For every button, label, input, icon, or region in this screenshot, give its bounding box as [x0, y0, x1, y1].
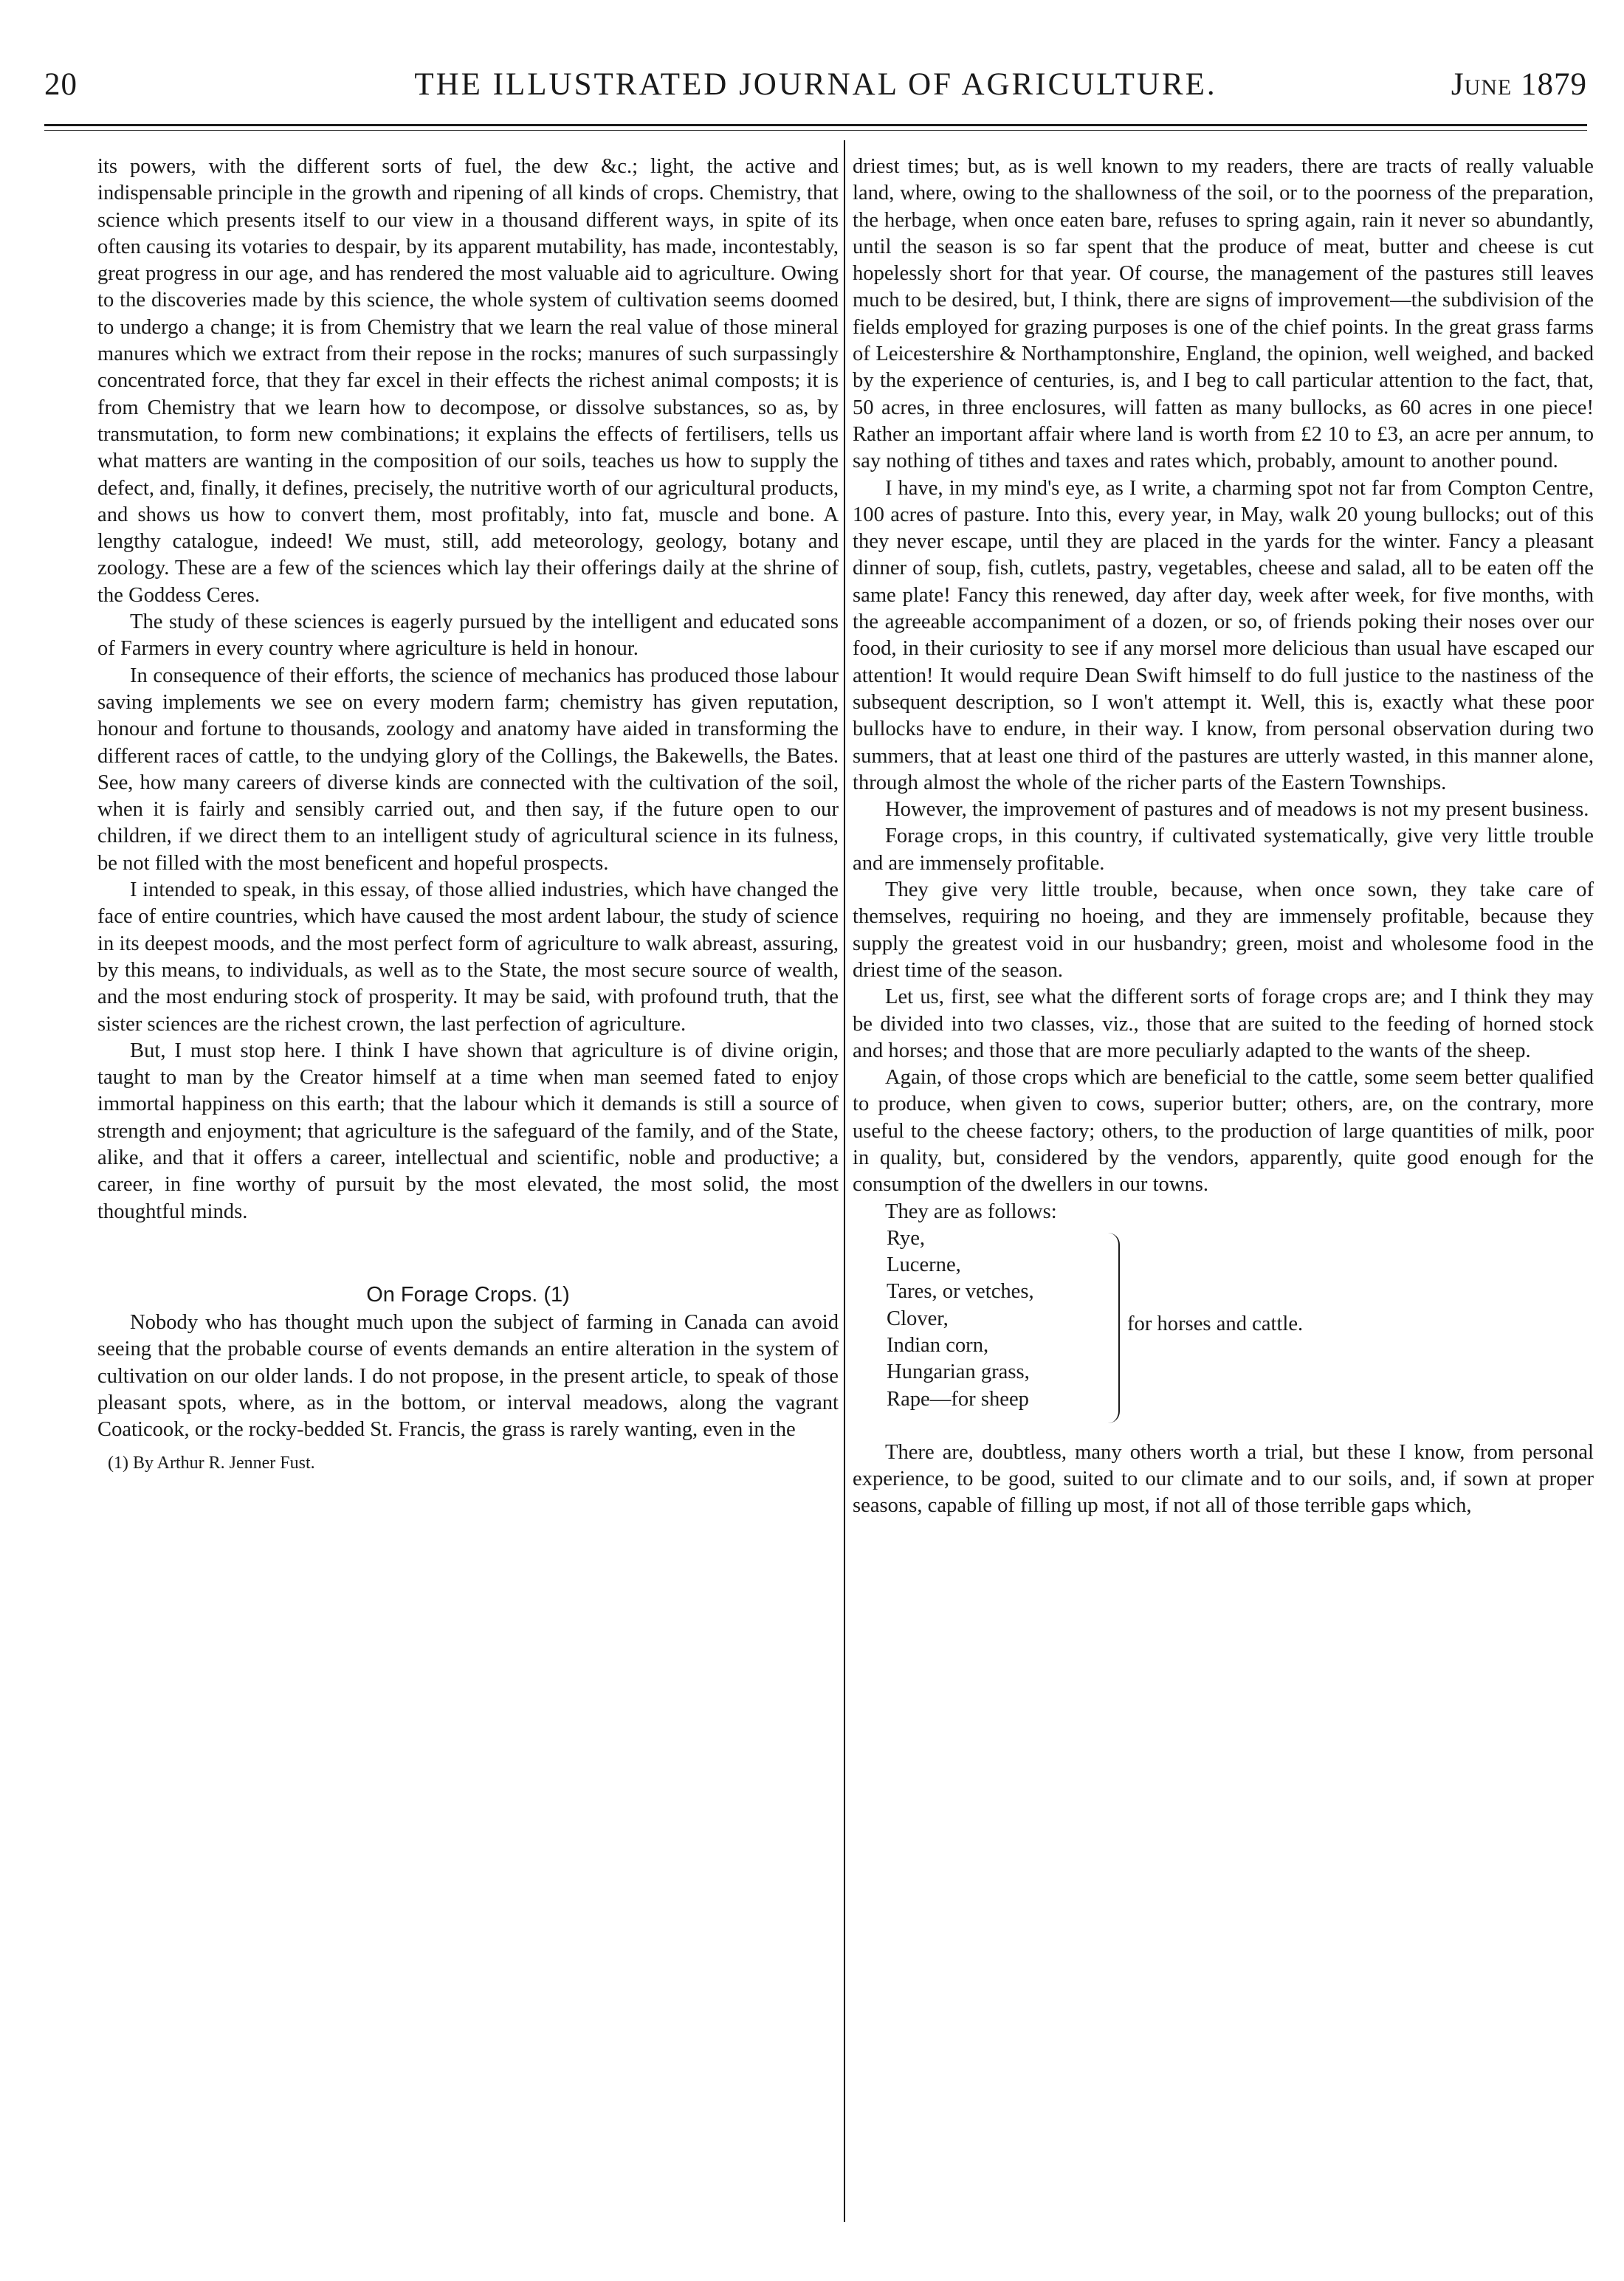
brace-label: for horses and cattle.	[1127, 1312, 1304, 1335]
paragraph: They give very little trouble, because, when once sown, they take care of themselves, requiring no hoeing, and they are immensely profitable, because they supply the greatest void in our husbandry; green, moist and wholesome food in the driest time of the season.	[853, 878, 1594, 982]
list-item: Clover,	[887, 1307, 949, 1330]
left-column	[97, 154, 839, 1476]
journal-title: THE ILLUSTRATED JOURNAL OF AGRICULTURE.	[414, 67, 1217, 102]
running-header	[44, 66, 1587, 111]
paragraph: In consequence of their efforts, the science of mechanics has produced those labour saving implements we see on every modern farm; chemistry has given reputation, honour and fortune to thousands, zoology and anatomy have aided in transforming the different races of cattle, to the undying glory of the Collings, the Bakewells, the Bates. See, how many careers of diverse kinds are connected with the cultivation of the soil, when it is fairly and sensibly carried out, and then say, if the future open to our children, if we direct them to an intelligent study of agricultural science in its fulness, be not filled with the most beneficent and hopeful prospects.	[97, 664, 839, 875]
issue-date: June 1879	[1451, 67, 1587, 102]
list-item: Lucerne,	[887, 1253, 961, 1277]
crop-list-block	[887, 1225, 1594, 1439]
list-item: Indian corn,	[887, 1334, 989, 1358]
list-item: Tares, or vetches,	[887, 1280, 1034, 1304]
paragraph: driest times; but, as is well known to my readers, there are tracts of really valuable land, where, owing to the shallowness of the soil, or to the poorness of the preparation, the herbage, when once eaten bare, refuses to spring again, rain it never so abundantly, until the season is so far spent that the produce of meat, butter and cheese is cut hopelessly short for that year. Of course, the management of the pastures still leaves much to be desired, but, I think, there are signs of improvement—the subdivision of the fields employed for grazing purposes is one of the chief points. In the great grass farms of Leicestershire & Northamptonshire, England, the opinion, well weighed, and backed by the experience of centuries, is, and I beg to call particular attention to the fact, that, 50 acres, in three enclosures, will fatten as many bullocks, as 60 acres in one piece! Rather an important affair where land is worth from £2 10 to £3, an acre per annum, to say nothing of tithes and taxes and rates which, probably, amount to another pound.	[853, 155, 1594, 473]
paragraph: They are as follows:	[885, 1200, 1057, 1223]
paragraph: Forage crops, in this country, if cultivated systematically, give very little trouble and are immensely profitable.	[853, 825, 1594, 875]
section-heading: On Forage Crops. (1)	[366, 1282, 570, 1307]
paragraph: Let us, first, see what the different sorts of forage crops are; and I think they may be divided into two classes, viz., those that are suited to the feeding of horned stock and horses; and those that are more peculiarly adapted to the wants of the sheep.	[853, 985, 1594, 1062]
paragraph: I intended to speak, in this essay, of those allied industries, which have changed the face of entire countries, which have caused the most ardent labour, the study of science in its deepest moods, and the most perfect form of agriculture to walk abreast, assuring, by this means, to individuals, as well as to the State, the most secure source of wealth, and the most enduring stock of prosperity. It may be said, with profound truth, that the sister sciences are the richest crown, the last perfection of agriculture.	[97, 878, 839, 1036]
paragraph: There are, doubtless, many others worth a trial, but these I know, from personal experience, to be good, suited to our climate and to our soils, and, if sown at proper seasons, capable of filling up most, if not all of those terrible gaps which,	[853, 1440, 1594, 1518]
paragraph: its powers, with the different sorts of fuel, the dew &c.; light, the active and indispensable principle in the growth and ripening of all kinds of crops. Chemistry, that science which presents itself to our view in a thousand different ways, in spite of its often causing its votaries to despair, by its apparent mutability, has made, incontestably, great progress in our age, and has rendered the most valuable aid to agriculture. Owing to the discoveries made by this science, the whole system of cultivation seems doomed to undergo a change; it is from Chemistry that we learn the real value of those mineral manures which we extract from their repose in the rocks; manures of such surpassingly concentrated force, that they far excel in their effects the richest animal composts; it is from Chemistry that we learn how to decompose, or dissolve substances, so as, by transmutation, to form new combinations; it explains the effects of fertilisers, tells us what matters are wanting in the composition of our soils, teaches us how to supply the defect, and, finally, it defines, precisely, the nutritive worth of our agricultural products, and shows us how to convert them, most profitably, into fat, muscle and bone. A lengthy catalogue, indeed! We must, still, add meteorology, geology, botany and zoology. These are a few of the sciences which lay their offerings daily at the shrine of the Goddess Ceres.	[97, 155, 839, 607]
crop-list	[887, 1225, 1108, 1413]
paragraph: Nobody who has thought much upon the subject of farming in Canada can avoid seeing that the probable course of events demands an entire alteration in the system of cultivation on our older lands. I do not propose, in the present article, to speak of those pleasant spots, where, as in the bottom, or interval meadows, along the vagrant Coaticook, or the rocky-bedded St. Francis, the grass is rarely wanting, even in the	[97, 1311, 839, 1442]
list-item: Hungarian grass,	[887, 1360, 1030, 1384]
paragraph: I have, in my mind's eye, as I write, a charming spot not far from Compton Centre, 100 acres of pasture. Into this, every year, in May, walk 20 young bullocks; out of this they never escape, until they are placed in the yards for the winter. Fancy a pleasant dinner of soup, fish, cutlets, pastry, vegetables, cheese and salad, all to be eaten off the same plate! Fancy this renewed, day after day, week after week, for five months, with the agreeable accompaniment of a dozen, or so, of friends poking their noses over our food, in their curiosity to see if any morsel more delicious than usual have escaped our attention! It would require Dean Swift himself to do full justice to the nastiness of the subsequent description, so I won't attempt it. Well, this is, exactly what these poor bullocks have to endure, in their way. I know, from personal observation during two summers, that at least one third of the pastures are utterly wasted, in this manner alone, through almost the whole of the richer parts of the Eastern Townships.	[853, 476, 1594, 794]
paragraph: But, I must stop here. I think I have shown that agriculture is of divine origin, taught to man by the Creator himself at a time when man seemed fated to enjoy immortal happiness on this earth; that the labour which it demands is still a source of strength and enjoyment; that agriculture is the safeguard of the family, and of the State, alike, and that it offers a career, intellectual and scientific, noble and productive; a career, in fine worthy of pursuit by the most elevated, the most solid, the most thoughtful minds.	[97, 1039, 839, 1223]
paragraph: The study of these sciences is eagerly pursued by the intelligent and educated sons of Farmers in every country where agriculture is held in honour.	[97, 610, 839, 661]
list-item: Rape—for sheep	[887, 1387, 1029, 1411]
column-divider	[844, 140, 845, 2222]
paragraph: However, the improvement of pastures and of meadows is not my present business.	[885, 798, 1589, 822]
curly-brace	[1108, 1233, 1120, 1423]
right-column	[853, 154, 1594, 1520]
paragraph: Again, of those crops which are beneficial to the cattle, some seem better qualified to produce, when given to cows, superior butter; others, are, on the contrary, more useful to the cheese factory; others, to the production of large quantities of milk, poor in quality, but, considered by the vendors, apparently, quite good enough for the consumption of the dwellers in our towns.	[853, 1066, 1594, 1197]
list-item: Rye,	[887, 1226, 926, 1250]
header-rule	[44, 124, 1587, 126]
page-number: 20	[44, 67, 78, 102]
footnote: (1) By Arthur R. Jenner Fust.	[108, 1453, 315, 1473]
header-rule-thin	[44, 130, 1587, 131]
